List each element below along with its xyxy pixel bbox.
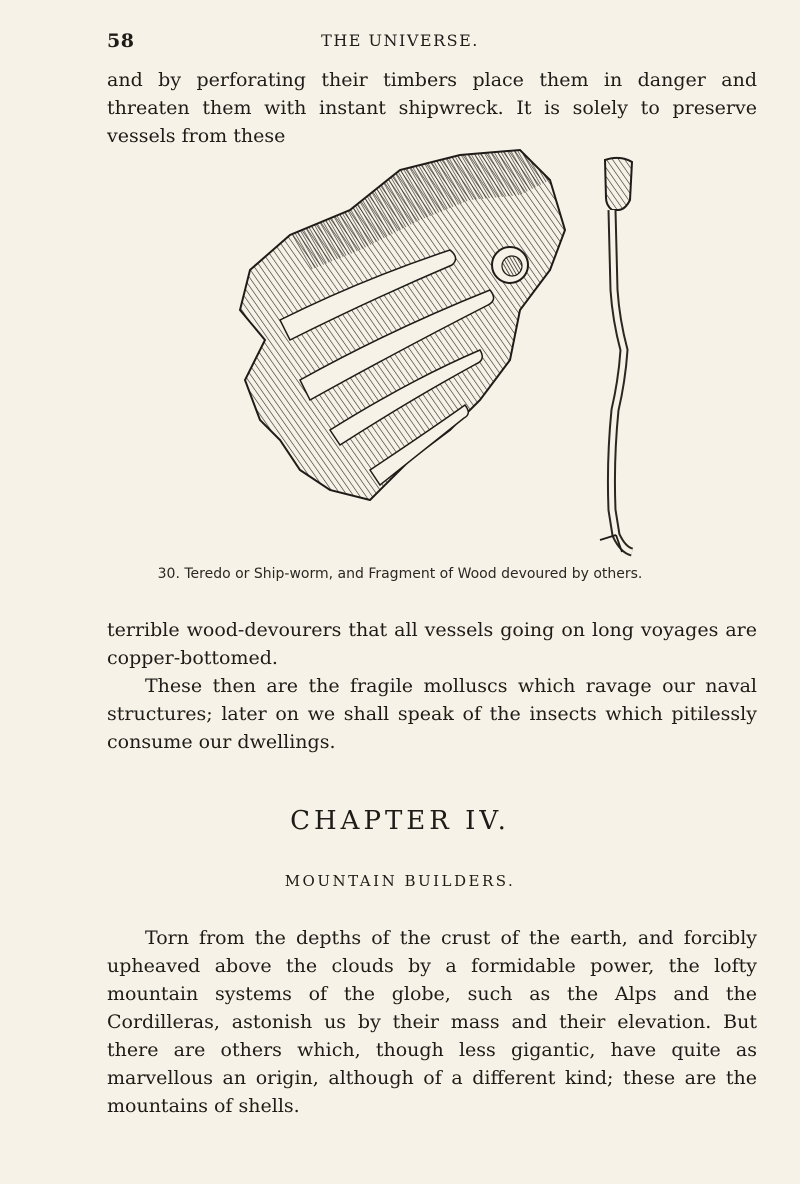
figure-caption: 30. Teredo or Ship-worm, and Fragment of Wood devoured by others. — [157, 566, 643, 582]
body-paragraph: and by perforating their timbers place them in danger and threaten them with instant shipwreck. It is solely to preserve vessels from these — [107, 69, 757, 147]
body-paragraph: These then are the fragile molluscs which ravage our naval structures; later on we shall speak of the insects which pitilessly consume our dwellings. — [107, 675, 757, 753]
wood-fragment — [240, 150, 565, 500]
running-head: THE UNIVERSE. — [321, 31, 479, 50]
chapter-title: CHAPTER IV. — [290, 806, 510, 836]
body-paragraph: Torn from the depths of the crust of the earth, and forcibly upheaved above the clouds by a formidable power, the lofty mountain systems of the globe, such as the Alps and the Cordilleras, astonish us by their mass and their elevation. But there are others which, though less gigantic, have quite as marvellous an origin, although of a different kind; these are the mountains of shells. — [107, 927, 757, 1117]
teredo-illustration — [220, 140, 650, 564]
page-number: 58 — [107, 30, 135, 52]
ship-worm — [600, 158, 632, 552]
chapter-subtitle: MOUNTAIN BUILDERS. — [284, 872, 516, 890]
body-paragraph: terrible wood-devourers that all vessels going on long voyages are copper-bottomed. — [107, 619, 757, 669]
